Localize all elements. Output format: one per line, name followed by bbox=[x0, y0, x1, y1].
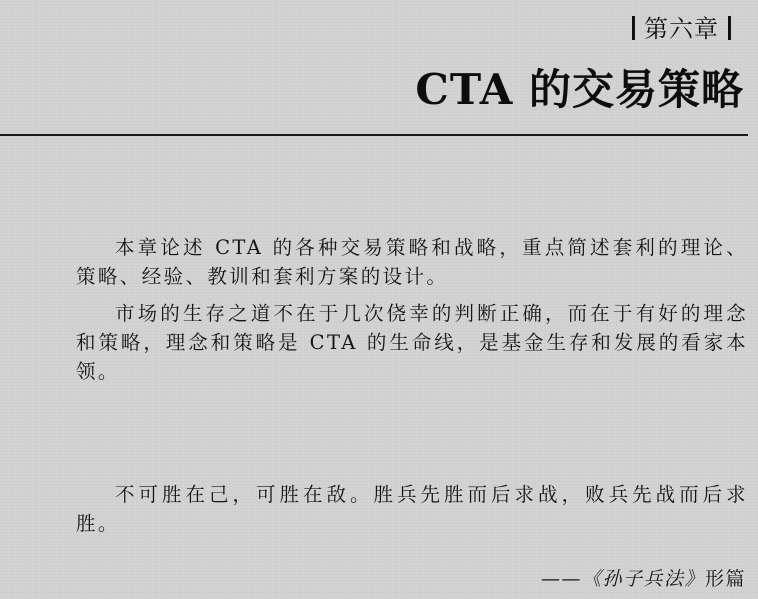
chapter-title: CTA 的交易策略 bbox=[415, 65, 744, 114]
attribution-dash: —— bbox=[540, 568, 582, 590]
intro-paragraph-2: 市场的生存之道不在于几次侥幸的判断正确，而在于有好的理念和策略，理念和策略是 CTA 的生命线，是基金生存和发展的看家本领。 bbox=[76, 302, 748, 383]
chapter-label-text: 第六章 bbox=[644, 15, 719, 43]
epigraph-quote: 不可胜在己，可胜在敌。胜兵先胜而后求战，败兵先战而后求胜。 bbox=[76, 483, 748, 535]
attribution-chapter: 形篇 bbox=[704, 568, 746, 590]
header-divider-rule bbox=[0, 134, 748, 136]
chapter-label-right-bar bbox=[728, 16, 731, 40]
chapter-label-left-bar bbox=[632, 16, 635, 40]
intro-paragraph-1: 本章论述 CTA 的各种交易策略和战略，重点简述套利的理论、策略、经验、教训和套利方案的设计。 bbox=[76, 236, 748, 288]
chapter-introduction bbox=[76, 233, 748, 386]
attribution-work: 《孙子兵法》 bbox=[581, 568, 705, 590]
chapter-label bbox=[623, 12, 740, 46]
epigraph-attribution bbox=[541, 565, 746, 593]
